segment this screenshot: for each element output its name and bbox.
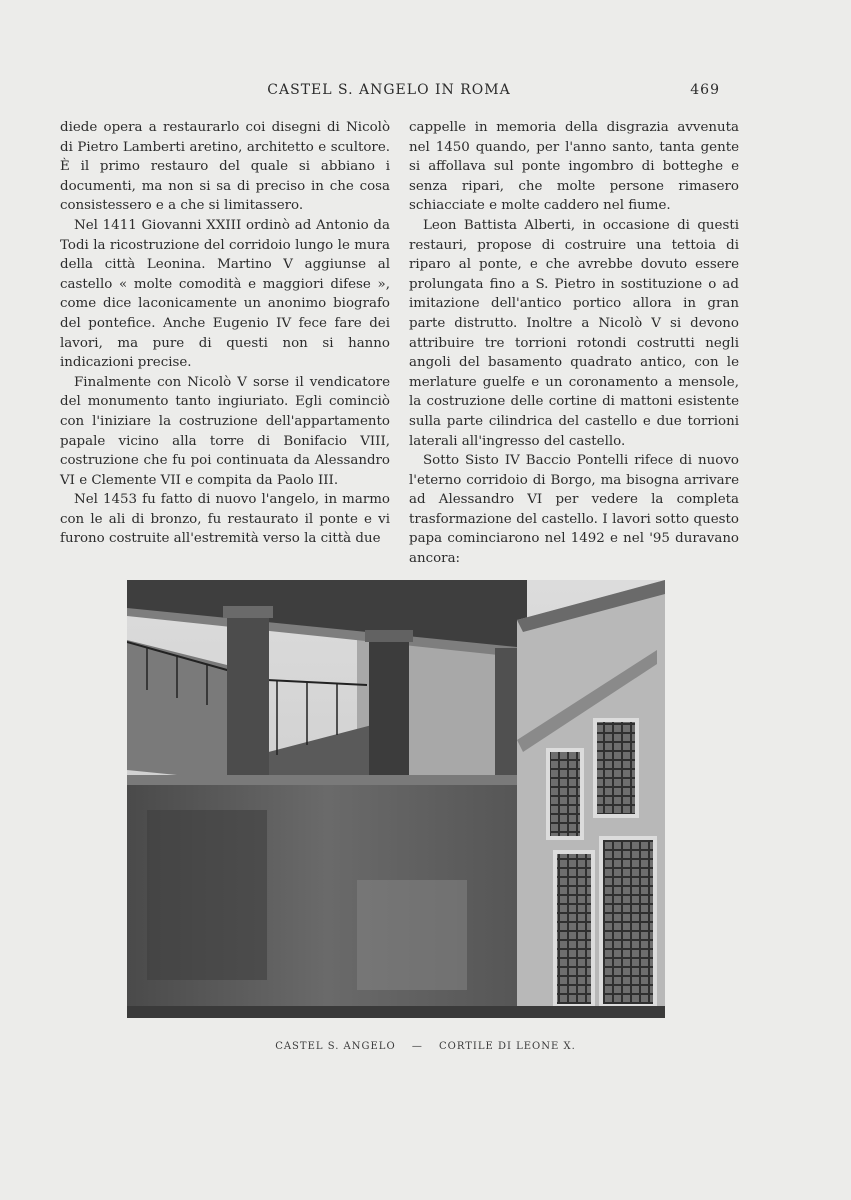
caption-separator: — bbox=[411, 1041, 423, 1052]
running-header bbox=[58, 82, 720, 104]
right-column bbox=[409, 118, 739, 569]
left-column bbox=[60, 118, 390, 549]
paragraph: diede opera a restaurarlo coi disegni di Nicolò di Pietro Lamberti aretino, architetto e scultore. È il primo restauro del quale si abbiano i documenti, ma non si sa di preciso in che cosa consistessero e a che si limitassero. bbox=[60, 120, 390, 214]
paragraph: Nel 1411 Giovanni XXIII ordinò ad Antonio da Todi la ricostruzione del corridoio lungo le mura della città Leonina. Martino V aggiunse al castello « molte comodità e maggiori difese », come dice laconicamente un anonimo biografo del pontefice. Anche Eugenio IV fece fare dei lavori, ma pure di questi non si hanno indicazioni precise. bbox=[60, 217, 390, 371]
paragraph: cappelle in memoria della disgrazia avvenuta nel 1450 quando, per l'anno santo, tanta gente si affollava sul ponte ingombro di botteghe e senza ripari, che molte persone rimasero schiacciate e molte caddero nel fiume. bbox=[409, 120, 739, 214]
caption-subject: CORTILE DI LEONE X. bbox=[439, 1041, 576, 1052]
paragraph: Nel 1453 fu fatto di nuovo l'angelo, in marmo con le ali di bronzo, fu restaurato il ponte e vi furono costruite all'estremità verso la città due bbox=[60, 492, 390, 547]
paragraph: Sotto Sisto IV Baccio Pontelli rifece di nuovo l'eterno corridoio di Borgo, ma bisogna arrivare ad Alessandro VI per vedere la completa trasformazione del castello. I lavori sotto questo papa cominciarono nel 1492 e nel '95 duravano ancora: bbox=[409, 453, 739, 567]
page-number: 469 bbox=[690, 82, 720, 98]
paragraph: Finalmente con Nicolò V sorse il vendicatore del monumento tanto ingiuriato. Egli cominciò con l'iniziare la costruzione dell'appartamento papale vicino alla torre di Bonifacio VIII, costruzione che fu poi continuata da Alessandro VI e Clemente VII e compita da Paolo III. bbox=[60, 374, 390, 488]
courtyard-photograph bbox=[127, 580, 665, 1018]
figure-caption bbox=[0, 1041, 851, 1052]
running-title: CASTEL S. ANGELO IN ROMA bbox=[267, 82, 511, 98]
caption-location: CASTEL S. ANGELO bbox=[275, 1041, 396, 1052]
paragraph: Leon Battista Alberti, in occasione di questi restauri, propose di costruire una tettoia di riparo al ponte, e che avrebbe dovuto essere prolungata fino a S. Pietro in sostituzione o ad imitazione dell'antico portico allora in gran parte distrutto. Inoltre a Nicolò V si devono attribuire tre torrioni rotondi costrutti negli angoli del basamento quadrato antico, con le merlature guelfe e un coronamento a mensole, la costruzione delle cortine di mattoni esistente sulla parte cilindrica del castello e due torrioni laterali all'ingresso del castello. bbox=[409, 217, 739, 449]
